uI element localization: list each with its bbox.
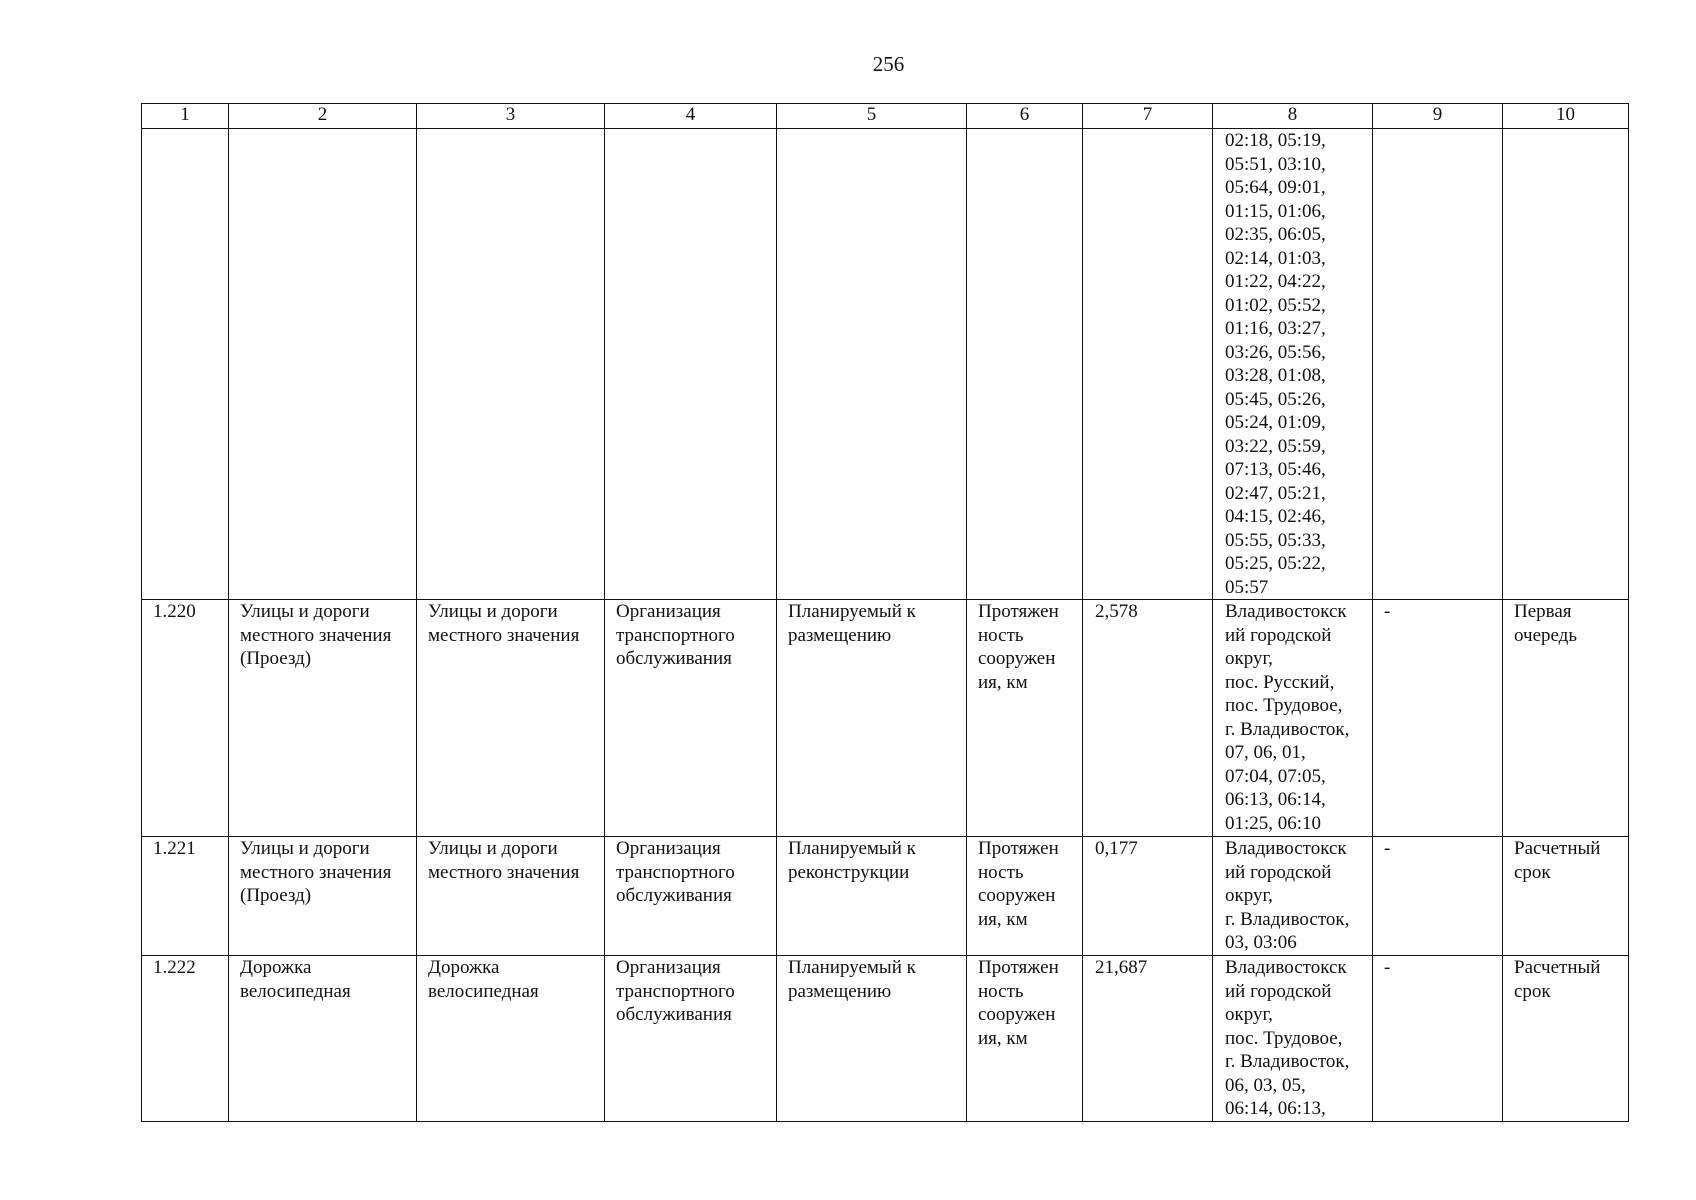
table-cell: 0,177	[1083, 837, 1213, 956]
table-cell	[967, 129, 1083, 600]
table-cell: Протяжен ность сооружен ия, км	[967, 956, 1083, 1122]
table-cell	[1503, 129, 1629, 600]
table-cell: Организация транспортного обслуживания	[605, 956, 777, 1122]
table-cell: Дорожка велосипедная	[417, 956, 605, 1122]
table-cell: Владивостокск ий городской округ, пос. Трудовое, г. Владивосток, 06, 03, 05, 06:14, 06:13,	[1213, 956, 1373, 1122]
table-cell: Улицы и дороги местного значения (Проезд)	[229, 600, 417, 837]
table-cell: Организация транспортного обслуживания	[605, 600, 777, 837]
column-header: 2	[229, 104, 417, 129]
column-header: 3	[417, 104, 605, 129]
table-cell	[417, 129, 605, 600]
table-cell	[1083, 129, 1213, 600]
table-cell	[605, 129, 777, 600]
table-cell: Улицы и дороги местного значения	[417, 837, 605, 956]
table-cell: Владивостокск ий городской округ, пос. Русский, пос. Трудовое, г. Владивосток, 07, 06, 01, 07:04, 07:05, 06:13, 06:14, 01:25, 06:10	[1213, 600, 1373, 837]
column-header: 7	[1083, 104, 1213, 129]
table-cell: -	[1373, 956, 1503, 1122]
table-cell: 21,687	[1083, 956, 1213, 1122]
table-row	[142, 837, 1629, 956]
column-header: 10	[1503, 104, 1629, 129]
table-row	[142, 129, 1629, 600]
table-cell: Расчетный срок	[1503, 956, 1629, 1122]
table-cell: Расчетный срок	[1503, 837, 1629, 956]
column-header: 8	[1213, 104, 1373, 129]
column-header: 4	[605, 104, 777, 129]
table-cell	[229, 129, 417, 600]
data-table	[141, 103, 1629, 1122]
table-cell: Планируемый к размещению	[777, 600, 967, 837]
table-cell: Улицы и дороги местного значения (Проезд)	[229, 837, 417, 956]
table-cell: 1.221	[142, 837, 229, 956]
page-number: 256	[872, 52, 905, 76]
table-cell: 1.220	[142, 600, 229, 837]
table-cell: Протяжен ность сооружен ия, км	[967, 600, 1083, 837]
table-cell	[1373, 129, 1503, 600]
column-header: 6	[967, 104, 1083, 129]
table-cell: Планируемый к реконструкции	[777, 837, 967, 956]
column-header: 9	[1373, 104, 1503, 129]
table-cell: Протяжен ность сооружен ия, км	[967, 837, 1083, 956]
table-cell: 2,578	[1083, 600, 1213, 837]
table-row	[142, 956, 1629, 1122]
table-cell: Организация транспортного обслуживания	[605, 837, 777, 956]
header-row	[142, 104, 1629, 129]
table-cell	[142, 129, 229, 600]
table-cell: 1.222	[142, 956, 229, 1122]
table-cell: -	[1373, 837, 1503, 956]
table-cell: 02:18, 05:19, 05:51, 03:10, 05:64, 09:01, 01:15, 01:06, 02:35, 06:05, 02:14, 01:03, 01:22, 04:22, 01:02, 05:52, 01:16, 03:27, 03:26, 05:56, 03:28, 01:08, 05:45, 05:26, 05:24, 01:09, 03:22, 05:59, 07:13, 05:46, 02:47, 05:21, 04:15, 02:46, 05:55, 05:33, 05:25, 05:22, 05:57	[1213, 129, 1373, 600]
column-header: 5	[777, 104, 967, 129]
table-cell: Планируемый к размещению	[777, 956, 967, 1122]
table-row	[142, 600, 1629, 837]
column-header: 1	[142, 104, 229, 129]
table-cell: Владивостокск ий городской округ, г. Владивосток, 03, 03:06	[1213, 837, 1373, 956]
table-cell: Дорожка велосипедная	[229, 956, 417, 1122]
table-cell	[777, 129, 967, 600]
table-cell: Улицы и дороги местного значения	[417, 600, 605, 837]
table-cell: Первая очередь	[1503, 600, 1629, 837]
table-cell: -	[1373, 600, 1503, 837]
